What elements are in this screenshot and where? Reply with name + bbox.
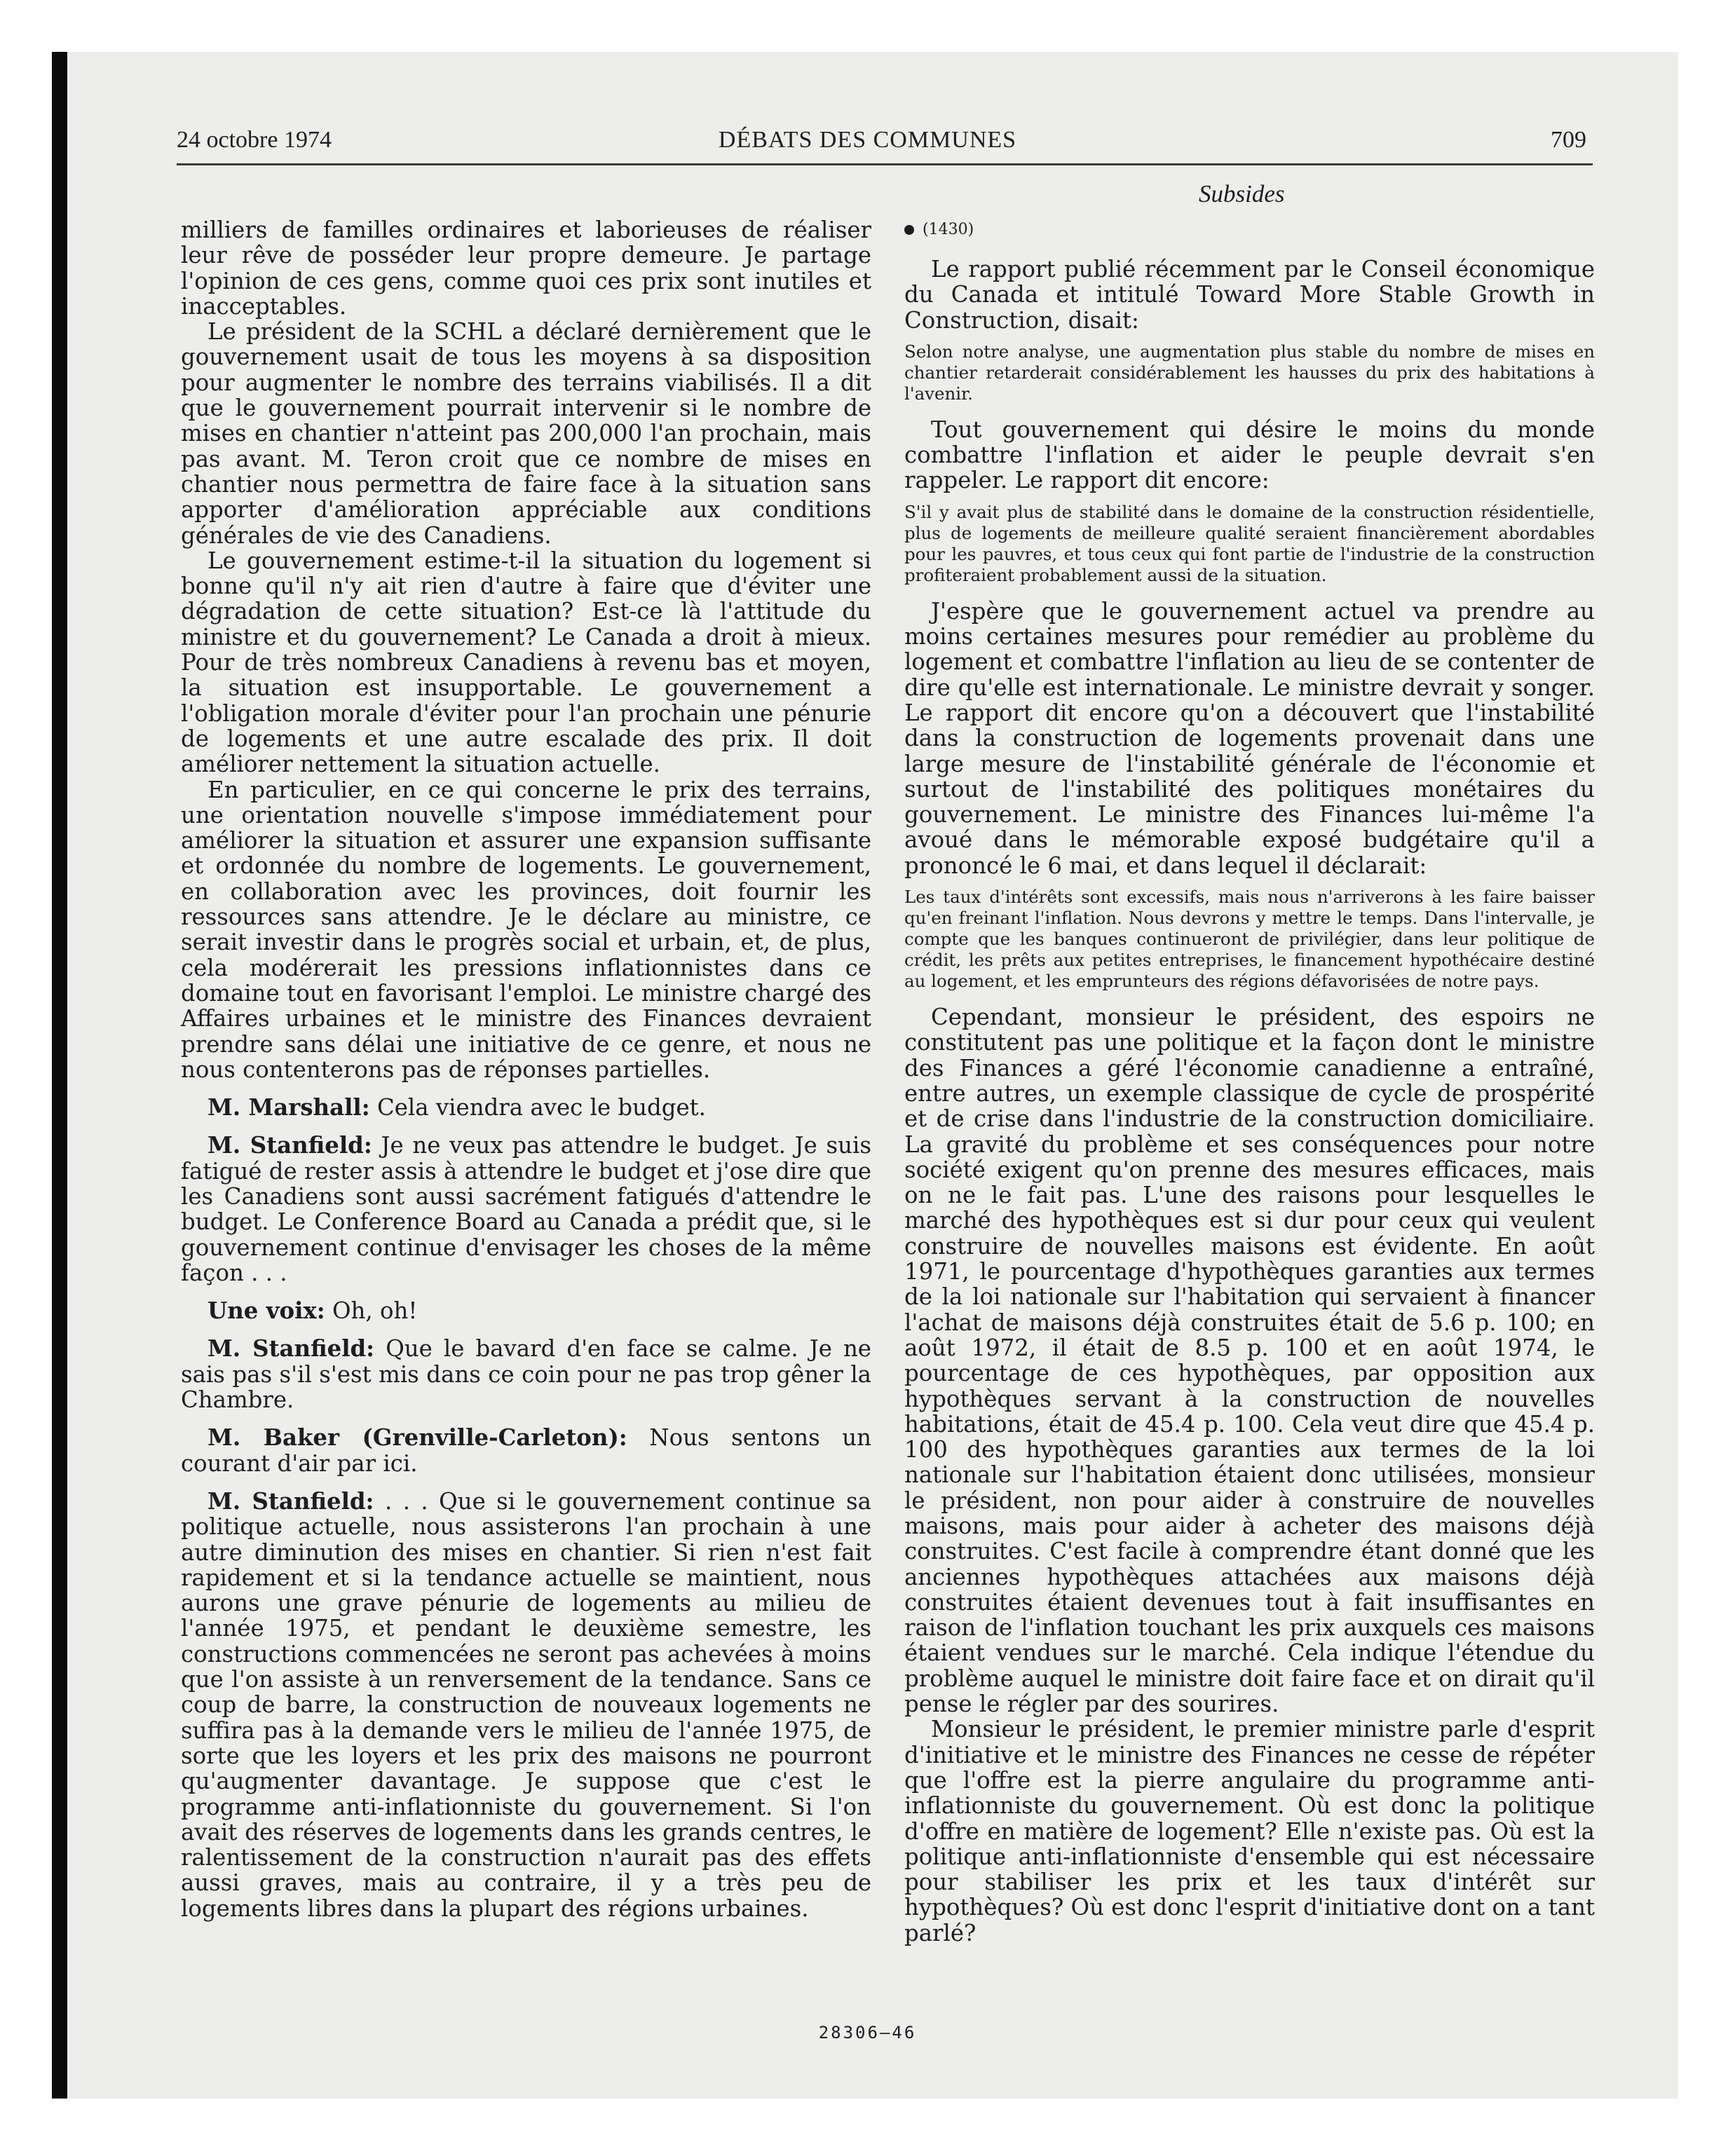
speech-text: Je ne veux pas attendre le budget. Je suis fatigué de rester assis à attendre le budget et j'ose dire que les Canadiens sont aussi sacrément fatigués d'attendre le budget. Le Conference Board au Canada a prédit que, si le gouvernement continue d'envisager les choses de la même façon . . .	[181, 1132, 871, 1286]
paragraph: Le président de la SCHL a déclaré dernièrement que le gouvernement usait de tous les moyens à sa disposition pour augmenter le nombre des terrains viabilisés. Il a dit que le gouvernement pourrait intervenir si le nombre de mises en chantier n'atteint pas 200,000 l'an prochain, mais pas avant. M. Teron croit que ce nombre de mises en chantier nous permettra de faire face à la situation sans apporter d'amélioration appréciable aux conditions générales de vie des Canadiens.	[181, 318, 871, 549]
paragraph: Monsieur le président, le premier ministre parle d'esprit d'initiative et le ministre des Finances ne cesse de répéter que l'offre est la pierre angulaire du programme anti-inflationniste du gouvernement. Où est donc la politique d'offre en matière de logement? Elle n'existe pas. Où est la politique anti-inflationniste d'ensemble qui est nécessaire pour stabiliser les prix et les taux d'intérêt sur hypothèques? Où est donc l'esprit d'initiative dont on a tant parlé?	[904, 1716, 1595, 1946]
paragraph: Le rapport publié récemment par le Conseil économique du Canada et intitulé Toward More Stable Growth in Construction, disait:	[904, 256, 1595, 334]
paragraph: Cependant, monsieur le président, des espoirs ne constitutent pas une politique et la façon dont le ministre des Finances a géré l'économie canadienne a entraîné, entre autres, un exemple classique de cycle de prospérité et de crise dans l'industrie de la construction domiciliaire. La gravité du problème et ses conséquences pour notre société exigent qu'on prenne des mesures efficaces, mais on ne le fait pas. L'une des raisons pour lesquelles le marché des hypothèques est si dur pour ceux qui veulent construire de nouvelles maisons est évidente. En août 1971, le pourcentage d'hypothèques garanties aux termes de la loi nationale sur l'habitation qui servaient à financer l'achat de maisons déjà construites était de 5.6 p. 100; en août 1972, il était de 8.5 p. 100 et en août 1974, le pourcentage de ces hypothèques, par opposition aux hypothèques servant à la construction de nouvelles habitations, était de 45.4 p. 100. Cela veut dire que 45.4 p. 100 des hypothèques garanties aux termes de la loi nationale sur l'habitation étaient donc utilisées, monsieur le président, non pour aider à construire de nouvelles maisons, mais pour aider à acheter des maisons déjà construites. C'est facile à comprendre étant donné que les anciennes hypothèques attachées aux maisons déjà construites étaient devenues tout à fait insuffisantes en raison de l'inflation touchant les prix auxquels ces maisons étaient vendues sur le marché. Cela indique l'étendue du problème auquel le ministre doit faire face et on dirait qu'il pense le régler par des sourires.	[904, 1004, 1595, 1718]
speech	[181, 1489, 871, 1921]
speaker-name: M. Marshall:	[207, 1094, 370, 1121]
speaker-name: M. Stanfield:	[207, 1487, 374, 1515]
speaker-name: M. Stanfield:	[207, 1335, 375, 1363]
speech-text: Que le bavard d'en face se calme. Je ne sais pas s'il s'est mis dans ce coin pour ne pas trop gêner la Chambre.	[181, 1335, 871, 1414]
paragraph: Tout gouvernement qui désire le moins du monde combattre l'inflation et aider le peuple devrait s'en rappeler. Le rapport dit encore:	[904, 416, 1595, 494]
speaker-name: M. Baker (Grenville-Carleton):	[207, 1424, 627, 1452]
header-title: DÉBATS DES COMMUNES	[718, 127, 1017, 153]
scan-edge-bar	[52, 52, 67, 2099]
speech-text: Nous sentons un courant d'air par ici.	[181, 1424, 871, 1477]
speech	[181, 1133, 871, 1285]
speech	[181, 1095, 871, 1120]
header-rule	[177, 163, 1593, 165]
footer-code: 28306—46	[818, 2023, 917, 2042]
section-label: Subsides	[1199, 180, 1285, 207]
right-column	[904, 217, 1595, 1946]
paragraph: J'espère que le gouvernement actuel va prendre au moins certaines mesures pour remédier au problème du logement et combattre l'inflation au lieu de se contenter de dire qu'elle est internationale. Le ministre devrait y songer. Le rapport dit encore qu'on a découvert que l'instabilité dans la construction de logements provenait dans une large mesure de l'instabilité générale de l'économie et surtout de l'instabilité des politiques monétaires du gouvernement. Le ministre des Finances lui-même l'a avoué dans le mémorable exposé budgétaire qu'il a prononcé le 6 mai, et dans lequel il déclarait:	[904, 597, 1595, 879]
speaker-name: Une voix:	[207, 1297, 325, 1325]
page-number: 709	[1551, 127, 1586, 153]
quotation: Les taux d'intérêts sont excessifs, mais nous n'arriverons à les faire baisser qu'en freinant l'inflation. Nous devrons y mettre le temps. Dans l'intervalle, je compte que les banques continueront de privilégier, dans leur politique de crédit, les prêts aux petites entreprises, le financement hypothécaire destiné au logement, et les emprunteurs des régions défavorisées de notre pays.	[904, 887, 1595, 992]
quotation: S'il y avait plus de stabilité dans le domaine de la construction résidentielle, plus de logements de meilleure qualité seraient financièrement abordables pour les pauvres, et tous ceux qui font partie de l'industrie de la construction profiteraient probablement aussi de la situation.	[904, 501, 1595, 585]
speech	[181, 1298, 871, 1323]
paragraph: Le gouvernement estime-t-il la situation du logement si bonne qu'il n'y ait rien d'autre à faire que d'éviter une dégradation de cette situation? Est-ce là l'attitude du ministre et du gouvernement? Le Canada a droit à mieux. Pour de très nombreux Canadiens à revenu bas et moyen, la situation est insupportable. Le gouvernement a l'obligation morale d'éviter pour l'an prochain une pénurie de logements et une autre escalade des prix. Il doit améliorer nettement la situation actuelle.	[181, 547, 871, 778]
speech-text: Cela viendra avec le budget.	[369, 1094, 706, 1121]
time-marker	[904, 217, 1595, 243]
header-date: 24 octobre 1974	[177, 127, 332, 153]
time-marker-text: (1430)	[923, 221, 974, 238]
speech-text: . . . Que si le gouvernement continue sa politique actuelle, nous assisterons l'an prochain à une autre diminution des mises en chantier. Si rien n'est fait rapidement et si la tendance actuelle se maintient, nous aurons une grave pénurie de logements au milieu de l'année 1975, et pendant le deuxième semestre, les constructions commencées ne seront pas achevées à moins que l'on assiste à un renversement de la tendance. Sans ce coup de barre, la construction de nouveaux logements ne suffira pas à la demande vers le milieu de l'année 1975, de sorte que les loyers et les prix des maisons ne pourront qu'augmenter davantage. Je suppose que c'est le programme anti-inflationniste du gouvernement. Si l'on avait des réserves de logements dans les grands centres, le ralentissement de la construction n'aurait pas des effets aussi graves, mais au contraire, il y a très peu de logements libres dans la plupart des régions urbaines.	[181, 1487, 871, 1922]
paragraph: En particulier, en ce qui concerne le prix des terrains, une orientation nouvelle s'impose immédiatement pour améliorer la situation et assurer une expansion suffisante et ordonnée du nombre de logements. Le gouvernement, en collaboration avec les provinces, doit fournir les ressources sans attendre. Je le déclare au ministre, ce serait investir dans le progrès social et urbain, et, de plus, cela modérerait les pressions inflationnistes dans ce domaine tout en favorisant l'emploi. Le ministre chargé des Affaires urbaines et le ministre des Finances devraient prendre sans délai une initiative de ce genre, et nous ne nous contenterons pas de réponses partielles.	[181, 776, 871, 1083]
speaker-name: M. Stanfield:	[207, 1132, 372, 1159]
speech-text: Oh, oh!	[325, 1297, 418, 1325]
left-column	[181, 217, 871, 1921]
bullet-dot-icon	[904, 225, 914, 235]
speech	[181, 1425, 871, 1476]
speech	[181, 1336, 871, 1412]
quotation: Selon notre analyse, une augmentation plus stable du nombre de mises en chantier retarderait considérablement les hausses du prix des habitations à l'avenir.	[904, 341, 1595, 404]
paragraph: milliers de familles ordinaires et laborieuses de réaliser leur rêve de posséder leur propre demeure. Je partage l'opinion de ces gens, comme quoi ces prix sont inutiles et inacceptables.	[181, 217, 871, 320]
